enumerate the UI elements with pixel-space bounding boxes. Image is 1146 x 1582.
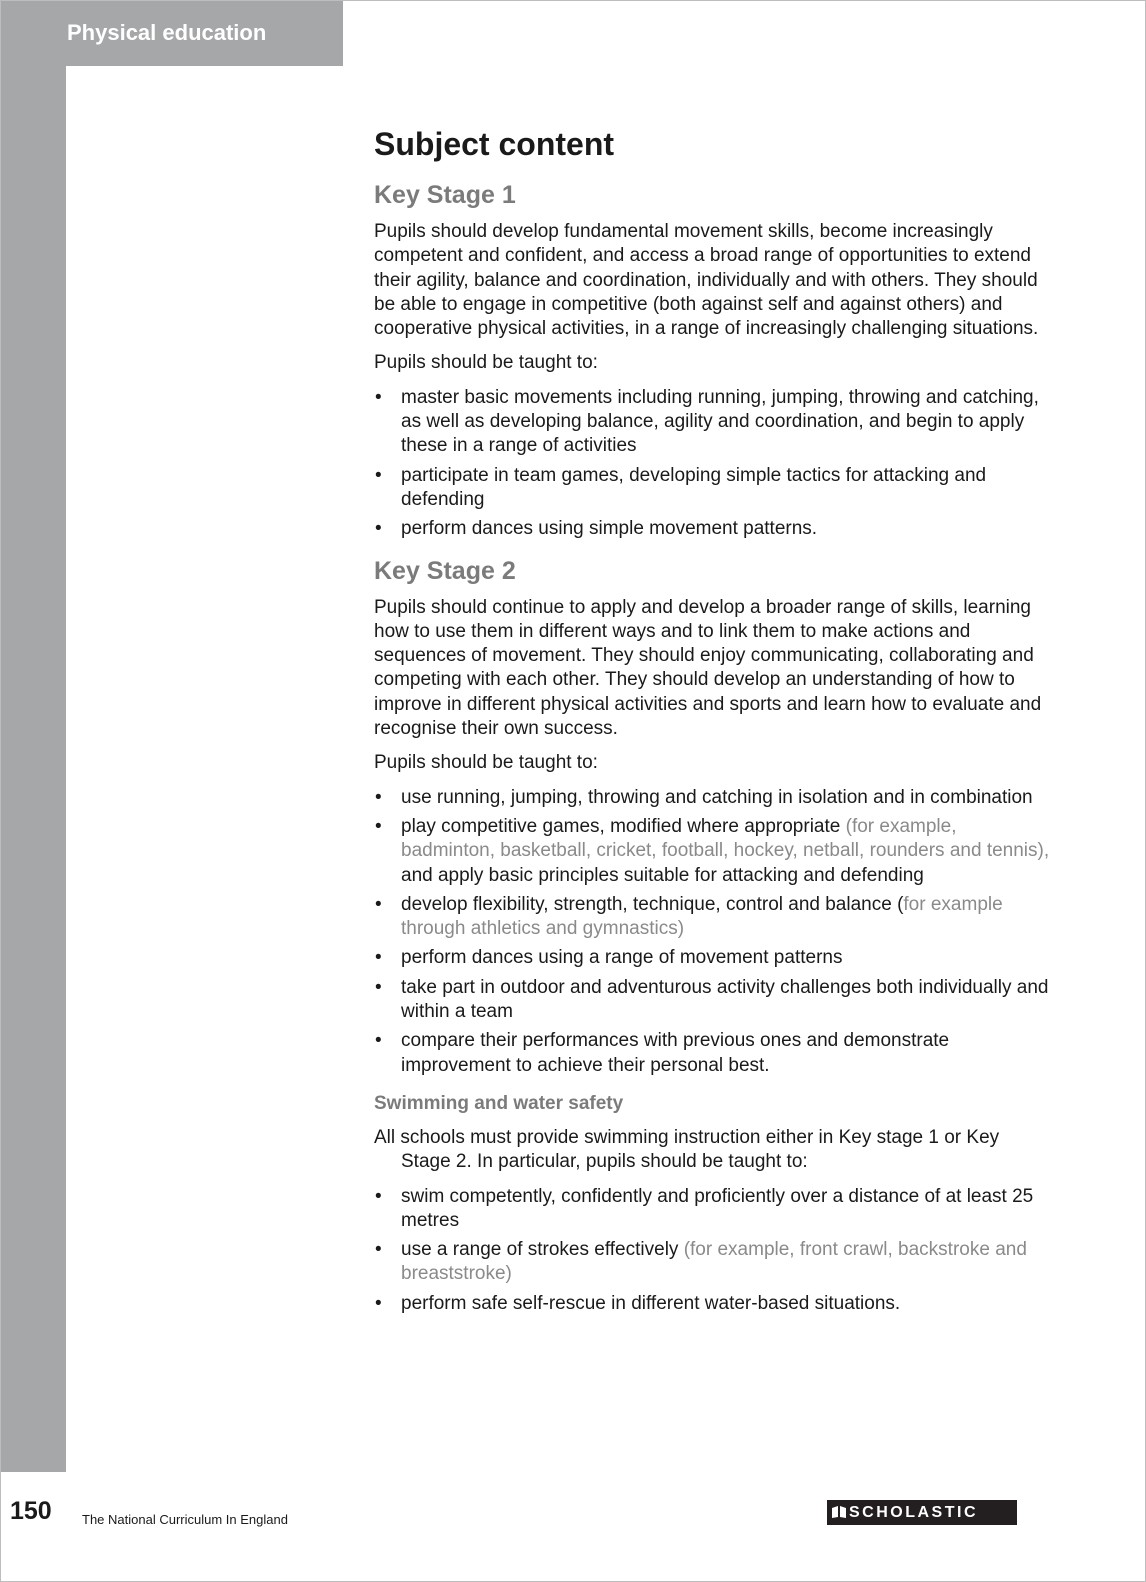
list-item: • perform dances using a range of movement patterns — [374, 946, 1050, 970]
main-content — [374, 126, 1050, 1330]
list-item-text: and apply basic principles suitable for attacking and defending — [401, 864, 924, 886]
list-item: • use running, jumping, throwing and catching in isolation and in combination — [374, 786, 1050, 810]
key-stage-1-intro: Pupils should develop fundamental movement skills, become increasingly competent and confident, and access a broad range of opportunities to extend their agility, balance and coordination, individually and with others. They should be able to engage in competitive (both against self and against others) and cooperative physical activities, in a range of increasingly challenging situations. — [374, 221, 1039, 340]
page-title: Subject content — [374, 126, 615, 162]
list-item: • take part in outdoor and adventurous activity challenges both individually and within a team — [374, 976, 1050, 1025]
header-title: Physical education — [67, 20, 267, 45]
list-item: • participate in team games, developing simple tactics for attacking and defending — [374, 464, 1050, 513]
key-stage-1-heading: Key Stage 1 — [374, 181, 516, 209]
book-icon — [831, 1505, 847, 1519]
list-item — [374, 815, 1050, 888]
list-item-text: play competitive games, modified where appropriate — [401, 815, 841, 837]
list-item — [374, 1238, 1050, 1287]
list-item-text: develop flexibility, strength, technique, control and balance ( — [401, 893, 904, 915]
example-text: (for example, front crawl, backstroke and breaststroke) — [401, 1239, 1027, 1285]
scholastic-logo — [827, 1500, 1017, 1525]
swimming-intro: All schools must provide swimming instruction either in Key stage 1 or Key Stage 2. In particular, pupils should be taught to: — [374, 1126, 1000, 1173]
list-item: • perform safe self-rescue in different water-based situations. — [374, 1292, 1050, 1316]
key-stage-2-heading: Key Stage 2 — [374, 556, 516, 585]
list-item: • master basic movements including running, jumping, throwing and catching, as well as developing balance, agility and coordination, and begin to apply these in a range of activities — [374, 386, 1050, 459]
page-number: 150 — [10, 1497, 52, 1525]
key-stage-1-list — [374, 386, 1050, 542]
list-item — [374, 893, 1050, 942]
key-stage-1-taught-label: Pupils should be taught to: — [374, 352, 598, 374]
example-text: (for example, badminton, basketball, cricket, football, hockey, netball, rounders and tennis), — [401, 815, 1050, 862]
key-stage-2-taught-label: Pupils should be taught to: — [374, 752, 598, 774]
swimming-list — [374, 1185, 1050, 1316]
example-text: for example through athletics and gymnastics) — [401, 893, 1003, 940]
logo-text: SCHOLASTIC — [849, 1504, 978, 1521]
list-item: • perform dances using simple movement patterns. — [374, 517, 1050, 541]
list-item-text: use a range of strokes effectively — [401, 1239, 679, 1261]
key-stage-2-list — [374, 786, 1050, 1078]
key-stage-2-intro: Pupils should continue to apply and develop a broader range of skills, learning how to use them in different ways and to link them to make actions and sequences of movement. They should enjoy communicating, collaborating and competing with each other. They should develop an understanding of how to improve in different physical activities and sports and learn how to evaluate and recognise their own success. — [374, 596, 1042, 740]
swimming-heading: Swimming and water safety — [374, 1092, 624, 1114]
list-item: • swim competently, confidently and proficiently over a distance of at least 25 metres — [374, 1185, 1050, 1234]
left-margin-bar — [1, 1, 66, 1472]
list-item: • compare their performances with previous ones and demonstrate improvement to achieve their personal best. — [374, 1029, 1050, 1078]
publication-title: The National Curriculum In England — [82, 1512, 288, 1527]
